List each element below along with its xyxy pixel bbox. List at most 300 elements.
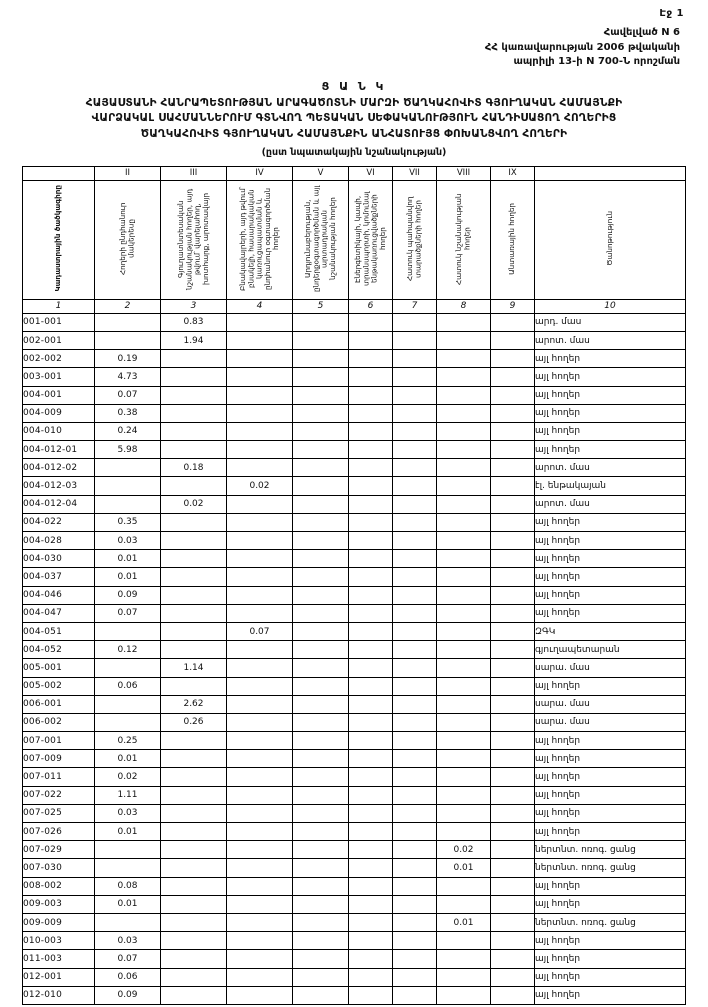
cell-area-value: [349, 804, 393, 822]
cell-area-value: [349, 513, 393, 531]
header-text: Արդյունաբերության, ընդերքօգտագործման և այլ արտադրական նշանակության հողեր: [302, 185, 337, 292]
document-subtitle: (ըստ նպատակային նշանակության): [261, 146, 447, 158]
cell-area-value: [349, 313, 393, 331]
cell-area-value: 0.01: [95, 823, 161, 841]
table-row: [23, 695, 686, 713]
cell-area-value: [437, 622, 491, 640]
cell-area-value: [227, 641, 293, 659]
cell-area-value: [393, 877, 437, 895]
cell-area-value: [437, 550, 491, 568]
cell-area-value: [227, 532, 293, 550]
cell-area-value: [227, 913, 293, 931]
cell-area-value: [393, 477, 437, 495]
cell-area-value: [393, 550, 437, 568]
cell-area-value: [349, 586, 393, 604]
table-row: [23, 659, 686, 677]
table-row: [23, 768, 686, 786]
cell-area-value: [393, 859, 437, 877]
cell-note: այլ հողեր: [535, 513, 686, 531]
cell-area-value: [393, 750, 437, 768]
cell-area-value: [349, 331, 393, 349]
cell-area-value: [349, 604, 393, 622]
cell-area-value: [491, 422, 535, 440]
cell-cadastral-code: 001-001: [23, 313, 95, 331]
cell-area-value: [95, 659, 161, 677]
cell-area-value: [393, 932, 437, 950]
cell-area-value: [437, 568, 491, 586]
cell-cadastral-code: 004-022: [23, 513, 95, 531]
cell-area-value: [293, 895, 349, 913]
cell-note: այլ հողեր: [535, 550, 686, 568]
cell-area-value: [437, 459, 491, 477]
cell-area-value: 0.08: [95, 877, 161, 895]
cell-area-value: [349, 441, 393, 459]
cell-area-value: [227, 550, 293, 568]
cell-area-value: [437, 968, 491, 986]
cell-area-value: [161, 550, 227, 568]
cell-area-value: [349, 550, 393, 568]
table-row: [23, 350, 686, 368]
cell-note: այլ հողեր: [535, 950, 686, 968]
cell-area-value: [227, 586, 293, 604]
cell-note: այլ հողեր: [535, 877, 686, 895]
cell-area-value: [491, 913, 535, 931]
cell-area-value: [95, 859, 161, 877]
cell-area-value: [293, 677, 349, 695]
cell-area-value: [293, 786, 349, 804]
cell-area-value: [437, 368, 491, 386]
cell-area-value: [491, 823, 535, 841]
cell-area-value: 0.01: [95, 550, 161, 568]
cell-cadastral-code: 004-010: [23, 422, 95, 440]
cell-note: ներտնտ. ոռոգ. ցանց: [535, 859, 686, 877]
cell-area-value: [161, 604, 227, 622]
cell-area-value: [349, 568, 393, 586]
cell-area-value: [491, 768, 535, 786]
cell-area-value: [227, 350, 293, 368]
cell-area-value: [227, 331, 293, 349]
column-number-row: [23, 299, 686, 313]
cell-area-value: [491, 804, 535, 822]
table-row: [23, 913, 686, 931]
table-row: [23, 986, 686, 1004]
cell-area-value: 0.24: [95, 422, 161, 440]
cell-area-value: [491, 550, 535, 568]
cell-area-value: 0.02: [227, 477, 293, 495]
cell-area-value: [349, 986, 393, 1004]
cell-area-value: [293, 659, 349, 677]
cell-area-value: [393, 513, 437, 531]
cell-area-value: [227, 932, 293, 950]
cell-area-value: [293, 968, 349, 986]
cell-area-value: [227, 386, 293, 404]
cell-area-value: [161, 641, 227, 659]
column-number: 3: [161, 299, 227, 313]
cell-area-value: [437, 895, 491, 913]
cell-area-value: [227, 459, 293, 477]
cell-area-value: [349, 768, 393, 786]
cell-area-value: [227, 422, 293, 440]
cell-area-value: 0.12: [95, 641, 161, 659]
cell-note: այլ հողեր: [535, 986, 686, 1004]
cell-note: սարա. մաս: [535, 659, 686, 677]
cell-area-value: [95, 331, 161, 349]
cell-cadastral-code: 004-012-04: [23, 495, 95, 513]
cell-cadastral-code: 005-002: [23, 677, 95, 695]
cell-area-value: [349, 932, 393, 950]
cell-note: այլ հողեր: [535, 350, 686, 368]
table-row: [23, 459, 686, 477]
cell-note: ներտնտ. ոռոգ. ցանց: [535, 913, 686, 931]
cell-area-value: [227, 786, 293, 804]
cell-cadastral-code: 004-012-01: [23, 441, 95, 459]
cell-area-value: [437, 750, 491, 768]
cell-area-value: [393, 677, 437, 695]
cell-area-value: [161, 477, 227, 495]
cell-area-value: [293, 404, 349, 422]
roman-header-cell: VI: [349, 166, 393, 180]
cell-area-value: [293, 713, 349, 731]
cell-area-value: [293, 823, 349, 841]
cell-area-value: [491, 750, 535, 768]
cell-note: այլ հողեր: [535, 732, 686, 750]
cell-area-value: 0.38: [95, 404, 161, 422]
cell-area-value: 0.18: [161, 459, 227, 477]
cell-area-value: [95, 713, 161, 731]
cell-area-value: [161, 804, 227, 822]
cell-area-value: [349, 895, 393, 913]
cell-area-value: [491, 568, 535, 586]
cell-area-value: [393, 404, 437, 422]
cell-area-value: [491, 968, 535, 986]
cell-area-value: [491, 932, 535, 950]
cell-area-value: [437, 586, 491, 604]
header-text: Էներգետիկայի, կապի, տրանսպորտի, կոմունալ ենթակառուցվածքների հողեր: [352, 191, 387, 287]
cell-area-value: [161, 986, 227, 1004]
cell-note: ներտնտ. ոռոգ. ցանց: [535, 841, 686, 859]
cell-area-value: [293, 750, 349, 768]
cell-area-value: [161, 859, 227, 877]
cell-note: այլ հողեր: [535, 422, 686, 440]
cell-area-value: 2.62: [161, 695, 227, 713]
cell-cadastral-code: 009-003: [23, 895, 95, 913]
cell-area-value: [227, 877, 293, 895]
cell-area-value: [161, 441, 227, 459]
cell-note: այլ հողեր: [535, 386, 686, 404]
cell-area-value: 0.03: [95, 804, 161, 822]
cell-area-value: [349, 495, 393, 513]
cell-cadastral-code: 007-026: [23, 823, 95, 841]
cell-area-value: [349, 713, 393, 731]
cell-area-value: [393, 350, 437, 368]
cell-area-value: [349, 677, 393, 695]
cell-area-value: [437, 532, 491, 550]
cell-note: այլ հողեր: [535, 895, 686, 913]
cell-area-value: [293, 495, 349, 513]
column-header-row: [23, 180, 686, 299]
cell-area-value: [491, 477, 535, 495]
cell-area-value: [227, 568, 293, 586]
cell-note: այլ հողեր: [535, 604, 686, 622]
cell-area-value: [349, 732, 393, 750]
cell-area-value: [293, 913, 349, 931]
cell-note: այլ հողեր: [535, 441, 686, 459]
cell-area-value: [161, 513, 227, 531]
cell-area-value: [95, 695, 161, 713]
cell-area-value: [161, 622, 227, 640]
cell-area-value: 0.03: [95, 532, 161, 550]
cell-area-value: [293, 441, 349, 459]
cell-note: սարա. մաս: [535, 695, 686, 713]
cell-area-value: [349, 950, 393, 968]
annex-header: [22, 26, 686, 70]
cell-area-value: [349, 459, 393, 477]
cell-area-value: [349, 859, 393, 877]
cell-area-value: [437, 986, 491, 1004]
column-number: 8: [437, 299, 491, 313]
cell-area-value: [437, 386, 491, 404]
cell-cadastral-code: 007-029: [23, 841, 95, 859]
cell-area-value: [161, 877, 227, 895]
cell-cadastral-code: 004-012-03: [23, 477, 95, 495]
cell-area-value: [491, 331, 535, 349]
cell-note: էլ. ենթակայան: [535, 477, 686, 495]
cell-area-value: [491, 386, 535, 404]
cell-area-value: [349, 659, 393, 677]
roman-header-cell: V: [293, 166, 349, 180]
table-row: [23, 750, 686, 768]
cell-area-value: [161, 750, 227, 768]
cell-area-value: [349, 786, 393, 804]
table-row: [23, 477, 686, 495]
table-row: [23, 604, 686, 622]
header-text: Ծանոթություն: [604, 211, 614, 267]
cell-area-value: 0.06: [95, 968, 161, 986]
cell-area-value: 0.07: [95, 386, 161, 404]
cell-area-value: [393, 659, 437, 677]
cell-area-value: [491, 459, 535, 477]
cell-cadastral-code: 005-001: [23, 659, 95, 677]
cell-area-value: [437, 441, 491, 459]
cell-area-value: [437, 695, 491, 713]
cell-area-value: 0.07: [95, 950, 161, 968]
cell-area-value: [293, 477, 349, 495]
cell-area-value: [491, 441, 535, 459]
cell-area-value: [293, 950, 349, 968]
cell-area-value: [95, 459, 161, 477]
cell-note: այլ հողեր: [535, 823, 686, 841]
cell-area-value: [293, 732, 349, 750]
cell-area-value: 0.01: [437, 859, 491, 877]
table-row: [23, 313, 686, 331]
cell-area-value: [491, 786, 535, 804]
cell-area-value: [393, 422, 437, 440]
table-row: [23, 550, 686, 568]
cell-cadastral-code: 008-002: [23, 877, 95, 895]
cell-note: գյուղապետարան: [535, 641, 686, 659]
table-row: [23, 859, 686, 877]
cell-area-value: [95, 495, 161, 513]
cell-area-value: [491, 313, 535, 331]
column-header-cadastral-code: [23, 180, 95, 299]
header-text: Հատուկ նշանակության հողեր: [454, 193, 472, 285]
cell-note: այլ հողեր: [535, 786, 686, 804]
cell-cadastral-code: 010-003: [23, 932, 95, 950]
cell-note: արոտ. մաս: [535, 495, 686, 513]
cell-note: արդ. մաս: [535, 313, 686, 331]
cell-area-value: [227, 986, 293, 1004]
cell-cadastral-code: 004-047: [23, 604, 95, 622]
cell-area-value: [227, 823, 293, 841]
roman-header-cell: III: [161, 166, 227, 180]
column-number: 7: [393, 299, 437, 313]
cell-area-value: 5.98: [95, 441, 161, 459]
cell-area-value: [227, 313, 293, 331]
table-row: [23, 950, 686, 968]
cell-area-value: [161, 768, 227, 786]
cell-cadastral-code: 006-001: [23, 695, 95, 713]
roman-header-cell: VII: [393, 166, 437, 180]
cell-area-value: [349, 404, 393, 422]
cell-cadastral-code: 012-010: [23, 986, 95, 1004]
cell-area-value: [349, 350, 393, 368]
cell-area-value: 0.01: [95, 568, 161, 586]
cell-area-value: [293, 386, 349, 404]
cell-area-value: [437, 513, 491, 531]
cell-area-value: 0.83: [161, 313, 227, 331]
cell-area-value: [161, 786, 227, 804]
cell-area-value: [293, 331, 349, 349]
cell-area-value: [393, 604, 437, 622]
column-number: 10: [535, 299, 686, 313]
cell-note: սարա. մաս: [535, 713, 686, 731]
header-text: Հատուկ պահպանվող տարածքների հողեր: [405, 196, 423, 281]
cell-cadastral-code: 004-030: [23, 550, 95, 568]
cell-note: այլ հողեր: [535, 750, 686, 768]
cell-area-value: [227, 859, 293, 877]
cell-area-value: [491, 368, 535, 386]
cell-area-value: [491, 950, 535, 968]
cell-note: այլ հողեր: [535, 932, 686, 950]
cell-area-value: [161, 422, 227, 440]
cell-area-value: [227, 841, 293, 859]
table-row: [23, 895, 686, 913]
cell-area-value: 0.06: [95, 677, 161, 695]
cell-area-value: [437, 477, 491, 495]
cell-area-value: [393, 968, 437, 986]
cell-area-value: [227, 368, 293, 386]
cell-area-value: [293, 932, 349, 950]
table-row: [23, 513, 686, 531]
cell-area-value: 0.01: [95, 895, 161, 913]
cell-area-value: [161, 404, 227, 422]
table-row: [23, 968, 686, 986]
cell-area-value: 0.02: [437, 841, 491, 859]
cell-cadastral-code: 006-002: [23, 713, 95, 731]
cell-area-value: [437, 768, 491, 786]
cell-area-value: [227, 968, 293, 986]
table-row: [23, 786, 686, 804]
cell-area-value: [491, 641, 535, 659]
cell-area-value: [393, 986, 437, 1004]
cell-note: այլ հողեր: [535, 532, 686, 550]
cell-area-value: [293, 768, 349, 786]
cell-area-value: [95, 313, 161, 331]
table-row: [23, 386, 686, 404]
cell-area-value: [293, 350, 349, 368]
cell-area-value: [293, 532, 349, 550]
cell-area-value: [393, 950, 437, 968]
cell-area-value: [437, 732, 491, 750]
column-header-industrial: [293, 180, 349, 299]
table-row: [23, 622, 686, 640]
cell-area-value: [491, 622, 535, 640]
table-row: [23, 804, 686, 822]
cell-area-value: [227, 659, 293, 677]
roman-header-row: [23, 166, 686, 180]
cell-area-value: [293, 568, 349, 586]
table-row: [23, 841, 686, 859]
cell-area-value: [227, 804, 293, 822]
cell-area-value: [393, 823, 437, 841]
document-title-word: Ց Ա Ն Կ: [321, 79, 387, 93]
cell-area-value: [161, 932, 227, 950]
cell-cadastral-code: 004-052: [23, 641, 95, 659]
cell-area-value: [491, 350, 535, 368]
cell-area-value: [491, 513, 535, 531]
cell-area-value: [393, 841, 437, 859]
cell-area-value: [95, 622, 161, 640]
table-row: [23, 568, 686, 586]
cell-area-value: [293, 604, 349, 622]
cell-area-value: [349, 823, 393, 841]
header-text: Կադաստրային ծածկագիրը: [53, 185, 63, 293]
column-header-energy-transport: [349, 180, 393, 299]
cell-area-value: [437, 404, 491, 422]
cell-area-value: [393, 768, 437, 786]
cell-area-value: [161, 968, 227, 986]
cell-area-value: [161, 732, 227, 750]
cell-area-value: [393, 804, 437, 822]
cell-area-value: [491, 713, 535, 731]
table-row: [23, 713, 686, 731]
cell-area-value: [227, 713, 293, 731]
cell-area-value: [437, 786, 491, 804]
title-line-2: ՎԱՐՁԱԿԱԼ ՍԱՀՄԱՆՆԵՐՈՒՄ ԳՏՆՎՈՂ ՊԵՏԱԿԱՆ ՍԵՓԱԿԱՆՈՒԹՅՈՒՆ ՀԱՆԴԻՍԱՑՈՂ ՀՈՂԵՐԻՑ: [91, 112, 617, 125]
cell-note: այլ հողեր: [535, 677, 686, 695]
cell-area-value: [437, 659, 491, 677]
cell-area-value: 0.01: [95, 750, 161, 768]
cell-area-value: [227, 495, 293, 513]
cell-area-value: [393, 313, 437, 331]
cell-area-value: [95, 841, 161, 859]
cell-area-value: [393, 459, 437, 477]
cell-area-value: 0.02: [95, 768, 161, 786]
cell-area-value: [393, 786, 437, 804]
cell-area-value: [437, 350, 491, 368]
cell-cadastral-code: 004-051: [23, 622, 95, 640]
cell-area-value: [349, 968, 393, 986]
cell-cadastral-code: 007-011: [23, 768, 95, 786]
cell-area-value: [349, 877, 393, 895]
cell-area-value: [437, 677, 491, 695]
cell-area-value: 0.02: [161, 495, 227, 513]
cell-cadastral-code: 007-001: [23, 732, 95, 750]
cell-area-value: [491, 732, 535, 750]
cell-area-value: [349, 477, 393, 495]
cell-cadastral-code: 004-009: [23, 404, 95, 422]
cell-area-value: [349, 695, 393, 713]
